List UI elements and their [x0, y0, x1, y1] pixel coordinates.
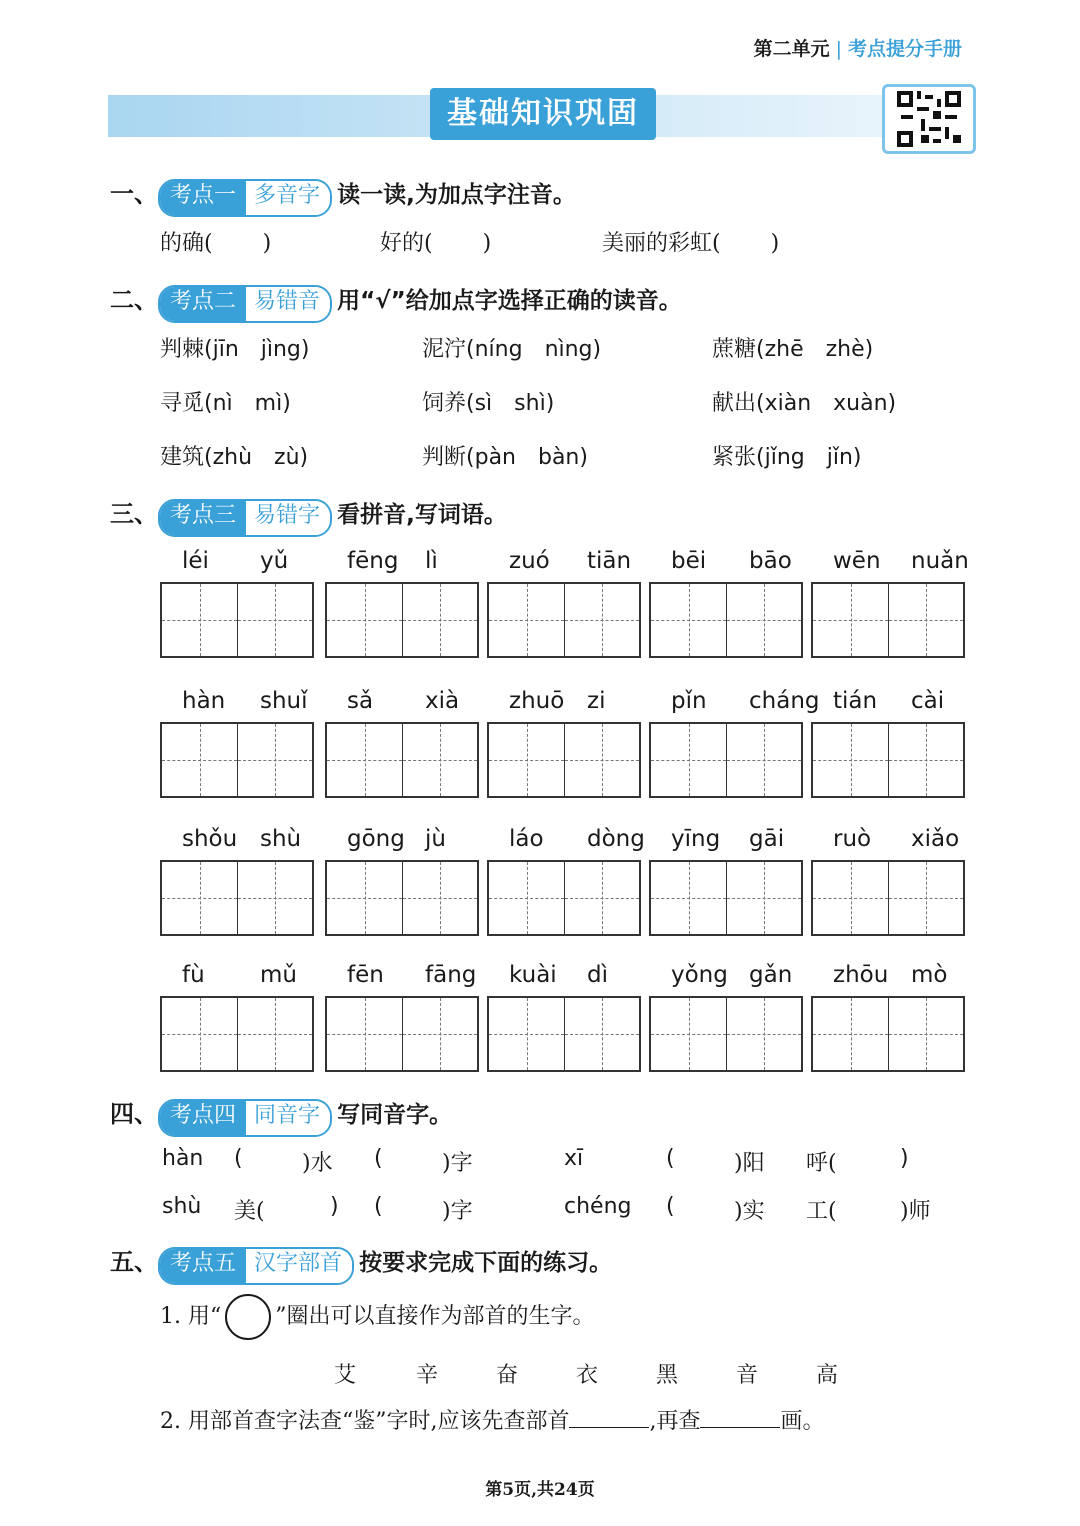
pinyin-label: shǒu [182, 826, 238, 852]
s2-item: 泥泞(níng nìng) [422, 337, 602, 362]
pinyin-label: láo [509, 826, 544, 852]
tag-topic: 易错音 [246, 287, 330, 321]
pinyin-label: bēi [671, 548, 707, 574]
section-number: 五、 [110, 1248, 158, 1276]
pinyin-label: fēn [347, 962, 384, 988]
writing-grid[interactable] [325, 996, 479, 1072]
pinyin-label: wēn [833, 548, 881, 574]
writing-grid[interactable] [487, 860, 641, 936]
pinyin-label: gōng [347, 826, 405, 852]
writing-grid[interactable] [160, 996, 314, 1072]
writing-grid[interactable] [649, 722, 803, 798]
writing-grid[interactable] [811, 582, 965, 658]
page-footer: 第5页,共24页 [485, 1480, 595, 1500]
pinyin-label: bāo [749, 548, 792, 574]
s2-item: 判棘(jīn jìng) [160, 337, 310, 362]
pinyin-label: dì [587, 962, 608, 988]
tag-topic: 易错字 [246, 501, 330, 535]
pinyin-label: gāi [749, 826, 785, 852]
unit-label: 第二单元 [753, 38, 830, 60]
writing-grid[interactable] [487, 582, 641, 658]
pinyin-label: yǔ [260, 548, 289, 574]
pinyin-label: léi [182, 548, 209, 574]
tag-label: 考点五 [160, 1249, 246, 1283]
writing-grid[interactable] [649, 996, 803, 1072]
section-number: 四、 [110, 1100, 158, 1128]
s2-item: 紧张(jǐng jǐn) [712, 445, 862, 470]
s2-item: 饲养(sì shì) [422, 391, 555, 416]
pinyin-label: xià [425, 688, 460, 714]
topic-tag [158, 179, 332, 217]
writing-grid[interactable] [160, 860, 314, 936]
section-instruction: 写同音字。 [337, 1102, 453, 1128]
pinyin-label: zhuō [509, 688, 565, 714]
section-instruction: 看拼音,写词语。 [337, 502, 507, 528]
writing-grid[interactable] [160, 722, 314, 798]
writing-grid[interactable] [487, 722, 641, 798]
character[interactable]: 辛 [416, 1363, 439, 1388]
tag-topic: 同音字 [246, 1101, 330, 1135]
pinyin-label: pǐn [671, 688, 707, 714]
pinyin-label: cháng [749, 688, 820, 714]
section-number: 三、 [110, 500, 158, 528]
pinyin-label: fēng [347, 548, 399, 574]
topic-tag [158, 285, 332, 323]
section-2-heading [110, 280, 682, 323]
tag-topic: 汉字部首 [246, 1249, 352, 1283]
topic-tag [158, 499, 332, 537]
pinyin-label: hàn [182, 688, 226, 714]
writing-grid[interactable] [160, 582, 314, 658]
tag-label: 考点二 [160, 287, 246, 321]
character[interactable]: 音 [736, 1363, 759, 1388]
character[interactable]: 黑 [656, 1363, 679, 1388]
answer-blank-strokes[interactable] [700, 1407, 780, 1428]
topic-tag [158, 1099, 332, 1137]
pinyin-label: mǔ [260, 962, 297, 988]
pinyin-label: tián [833, 688, 878, 714]
section-5-heading [110, 1242, 612, 1285]
writing-grid[interactable] [811, 860, 965, 936]
pinyin-label: tiān [587, 548, 632, 574]
section-instruction: 按要求完成下面的练习。 [359, 1250, 613, 1276]
pinyin-label: jù [425, 826, 446, 852]
pinyin-label: zi [587, 688, 606, 714]
pinyin-label: shù [260, 826, 302, 852]
pinyin-label: yǒng [671, 962, 728, 988]
character[interactable]: 艾 [334, 1363, 357, 1388]
qr-code-icon [882, 84, 976, 154]
tag-topic: 多音字 [246, 181, 330, 215]
pinyin-label: yīng [671, 826, 721, 852]
pinyin-label: nuǎn [911, 548, 969, 574]
s1-item: 好的( ) [380, 231, 492, 256]
pinyin-label: ruò [833, 826, 872, 852]
pinyin-label: zhōu [833, 962, 889, 988]
writing-grid[interactable] [325, 722, 479, 798]
circle-icon [225, 1294, 271, 1340]
section-instruction: 用“√”给加点字选择正确的读音。 [337, 288, 682, 314]
writing-grid[interactable] [811, 996, 965, 1072]
pinyin-label: kuài [509, 962, 557, 988]
answer-blank-radical[interactable] [569, 1407, 649, 1428]
pinyin-label: dòng [587, 826, 645, 852]
s2-item: 建筑(zhù zù) [160, 445, 309, 470]
pinyin-label: zuó [509, 548, 550, 574]
writing-grid[interactable] [325, 860, 479, 936]
writing-grid[interactable] [487, 996, 641, 1072]
s2-item: 寻觅(nì mì) [160, 391, 291, 416]
writing-grid[interactable] [811, 722, 965, 798]
tag-label: 考点四 [160, 1101, 246, 1135]
pinyin-label: xiǎo [911, 826, 960, 852]
writing-grid[interactable] [325, 582, 479, 658]
s2-item: 判断(pàn bàn) [422, 445, 588, 470]
character[interactable]: 高 [816, 1363, 839, 1388]
writing-grid[interactable] [649, 860, 803, 936]
pinyin-label: mò [911, 962, 948, 988]
character[interactable]: 奋 [496, 1363, 519, 1388]
question-1: 1. 用“ ”圈出可以直接作为部首的生字。 [160, 1294, 594, 1340]
page-title: 基础知识巩固 [430, 88, 656, 140]
pinyin-label: fù [182, 962, 205, 988]
pinyin-label: gǎn [749, 962, 793, 988]
page-header: 第二单元 | 考点提分手册 [753, 38, 962, 60]
section-4-heading [110, 1094, 452, 1137]
s1-item: 美丽的彩虹( ) [602, 231, 780, 256]
section-number: 一、 [110, 180, 158, 208]
pinyin-label: sǎ [347, 688, 374, 714]
pinyin-label: shuǐ [260, 688, 308, 714]
section-1-heading [110, 174, 576, 217]
topic-tag [158, 1247, 354, 1285]
pinyin-label: lì [425, 548, 438, 574]
pinyin-label: cài [911, 688, 945, 714]
book-label: 考点提分手册 [847, 38, 962, 60]
question-2: 2. 用部首查字法查“鉴”字时,应该先查部首 ,再查 画。 [160, 1409, 825, 1434]
section-number: 二、 [110, 286, 158, 314]
s2-item: 蔗糖(zhē zhè) [712, 337, 874, 362]
character[interactable]: 衣 [576, 1363, 599, 1388]
tag-label: 考点三 [160, 501, 246, 535]
writing-grid[interactable] [649, 582, 803, 658]
tag-label: 考点一 [160, 181, 246, 215]
section-instruction: 读一读,为加点字注音。 [337, 182, 576, 208]
s2-item: 献出(xiàn xuàn) [712, 391, 897, 416]
pinyin-label: fāng [425, 962, 477, 988]
section-3-heading [110, 494, 507, 537]
s1-item: 的确( ) [160, 231, 272, 256]
